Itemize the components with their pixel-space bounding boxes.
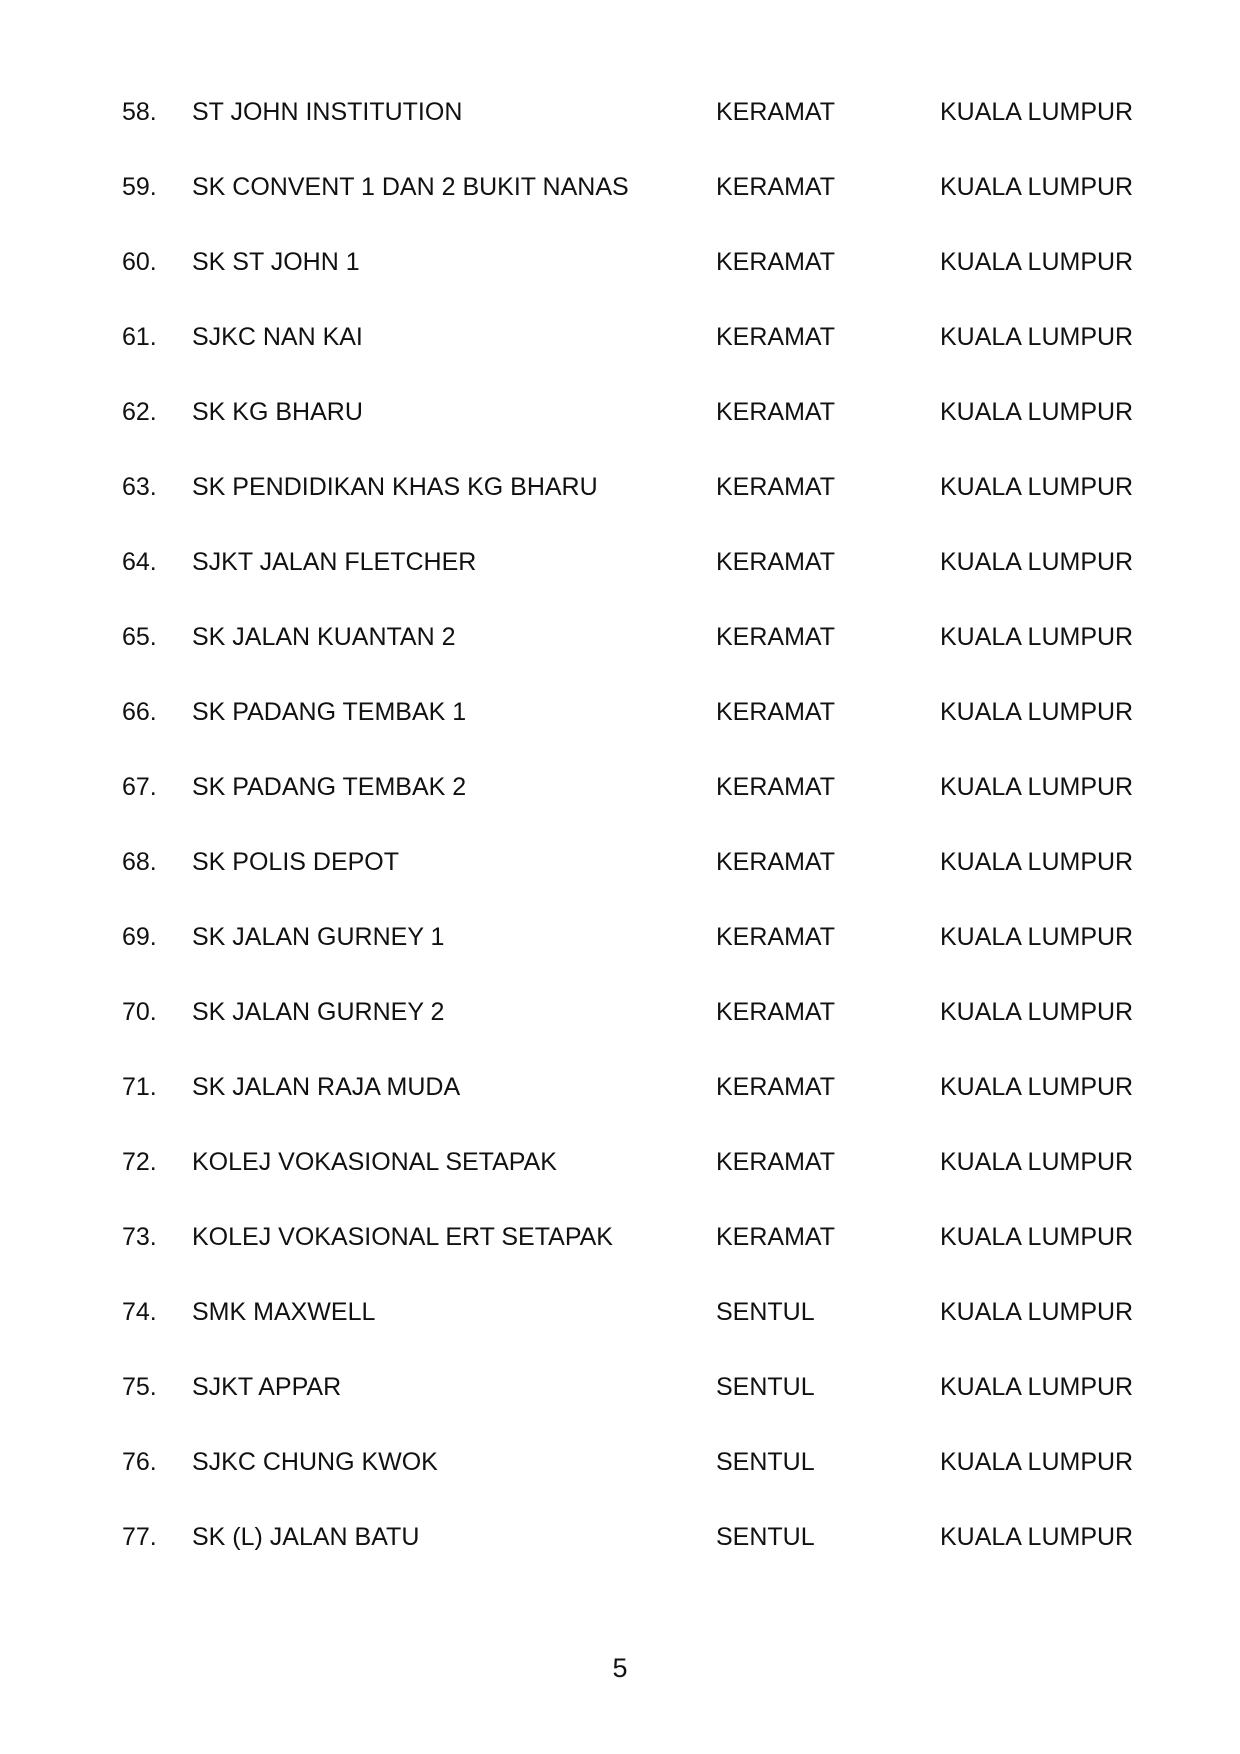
- list-item: [0, 92, 1240, 132]
- list-item: [0, 1517, 1240, 1557]
- school-name: SK PADANG TEMBAK 2: [192, 773, 467, 801]
- zone-name: SENTUL: [716, 1373, 815, 1401]
- school-name: KOLEJ VOKASIONAL ERT SETAPAK: [192, 1223, 613, 1251]
- list-item: [0, 167, 1240, 207]
- school-name: SK CONVENT 1 DAN 2 BUKIT NANAS: [192, 173, 629, 201]
- row-number: 70.: [122, 998, 157, 1026]
- school-name: SK PENDIDIKAN KHAS KG BHARU: [192, 473, 598, 501]
- school-name: SK JALAN RAJA MUDA: [192, 1073, 461, 1101]
- zone-name: KERAMAT: [716, 473, 835, 501]
- list-item: [0, 542, 1240, 582]
- row-number: 63.: [122, 473, 157, 501]
- row-number: 59.: [122, 173, 157, 201]
- state-name: KUALA LUMPUR: [940, 98, 1134, 126]
- list-item: [0, 1067, 1240, 1107]
- school-name: SK JALAN GURNEY 2: [192, 998, 445, 1026]
- state-name: KUALA LUMPUR: [940, 1223, 1134, 1251]
- list-item: [0, 992, 1240, 1032]
- zone-name: KERAMAT: [716, 398, 835, 426]
- state-name: KUALA LUMPUR: [940, 848, 1134, 876]
- list-item: [0, 1217, 1240, 1257]
- state-name: KUALA LUMPUR: [940, 623, 1134, 651]
- list-item: [0, 467, 1240, 507]
- school-name: SJKT JALAN FLETCHER: [192, 548, 477, 576]
- state-name: KUALA LUMPUR: [940, 998, 1134, 1026]
- school-name: SK POLIS DEPOT: [192, 848, 400, 876]
- list-item: [0, 1292, 1240, 1332]
- zone-name: KERAMAT: [716, 623, 835, 651]
- list-item: [0, 1142, 1240, 1182]
- zone-name: KERAMAT: [716, 548, 835, 576]
- row-number: 67.: [122, 773, 157, 801]
- row-number: 72.: [122, 1148, 157, 1176]
- row-number: 60.: [122, 248, 157, 276]
- zone-name: KERAMAT: [716, 248, 835, 276]
- row-number: 69.: [122, 923, 157, 951]
- zone-name: KERAMAT: [716, 1148, 835, 1176]
- state-name: KUALA LUMPUR: [940, 1523, 1134, 1551]
- school-name: KOLEJ VOKASIONAL SETAPAK: [192, 1148, 557, 1176]
- school-name: SK KG BHARU: [192, 398, 363, 426]
- zone-name: KERAMAT: [716, 98, 835, 126]
- row-number: 65.: [122, 623, 157, 651]
- row-number: 62.: [122, 398, 157, 426]
- state-name: KUALA LUMPUR: [940, 323, 1134, 351]
- list-item: [0, 767, 1240, 807]
- state-name: KUALA LUMPUR: [940, 698, 1134, 726]
- state-name: KUALA LUMPUR: [940, 398, 1134, 426]
- school-name: SJKT APPAR: [192, 1373, 342, 1401]
- row-number: 71.: [122, 1073, 157, 1101]
- state-name: KUALA LUMPUR: [940, 773, 1134, 801]
- zone-name: KERAMAT: [716, 173, 835, 201]
- zone-name: KERAMAT: [716, 323, 835, 351]
- list-item: [0, 917, 1240, 957]
- zone-name: KERAMAT: [716, 1223, 835, 1251]
- list-item: [0, 242, 1240, 282]
- row-number: 58.: [122, 98, 157, 126]
- row-number: 75.: [122, 1373, 157, 1401]
- zone-name: SENTUL: [716, 1448, 815, 1476]
- state-name: KUALA LUMPUR: [940, 1073, 1134, 1101]
- state-name: KUALA LUMPUR: [940, 1298, 1134, 1326]
- list-item: [0, 842, 1240, 882]
- row-number: 61.: [122, 323, 157, 351]
- zone-name: SENTUL: [716, 1523, 815, 1551]
- school-name: SJKC NAN KAI: [192, 323, 363, 351]
- school-name: ST JOHN INSTITUTION: [192, 98, 463, 126]
- school-name: SJKC CHUNG KWOK: [192, 1448, 438, 1476]
- school-name: SMK MAXWELL: [192, 1298, 376, 1326]
- row-number: 74.: [122, 1298, 157, 1326]
- school-name: SK ST JOHN 1: [192, 248, 360, 276]
- zone-name: KERAMAT: [716, 773, 835, 801]
- school-name: SK (L) JALAN BATU: [192, 1523, 420, 1551]
- list-item: [0, 1442, 1240, 1482]
- state-name: KUALA LUMPUR: [940, 923, 1134, 951]
- zone-name: KERAMAT: [716, 848, 835, 876]
- state-name: KUALA LUMPUR: [940, 1373, 1134, 1401]
- list-item: [0, 617, 1240, 657]
- state-name: KUALA LUMPUR: [940, 548, 1134, 576]
- list-item: [0, 1367, 1240, 1407]
- state-name: KUALA LUMPUR: [940, 173, 1134, 201]
- list-item: [0, 392, 1240, 432]
- school-name: SK JALAN GURNEY 1: [192, 923, 445, 951]
- row-number: 68.: [122, 848, 157, 876]
- state-name: KUALA LUMPUR: [940, 248, 1134, 276]
- state-name: KUALA LUMPUR: [940, 1148, 1134, 1176]
- zone-name: KERAMAT: [716, 698, 835, 726]
- zone-name: KERAMAT: [716, 1073, 835, 1101]
- row-number: 66.: [122, 698, 157, 726]
- state-name: KUALA LUMPUR: [940, 473, 1134, 501]
- row-number: 64.: [122, 548, 157, 576]
- row-number: 73.: [122, 1223, 157, 1251]
- school-name: SK JALAN KUANTAN 2: [192, 623, 456, 651]
- zone-name: KERAMAT: [716, 923, 835, 951]
- row-number: 77.: [122, 1523, 157, 1551]
- zone-name: KERAMAT: [716, 998, 835, 1026]
- page-number: 5: [612, 1653, 628, 1683]
- list-item: [0, 692, 1240, 732]
- list-item: [0, 317, 1240, 357]
- school-name: SK PADANG TEMBAK 1: [192, 698, 467, 726]
- zone-name: SENTUL: [716, 1298, 815, 1326]
- row-number: 76.: [122, 1448, 157, 1476]
- state-name: KUALA LUMPUR: [940, 1448, 1134, 1476]
